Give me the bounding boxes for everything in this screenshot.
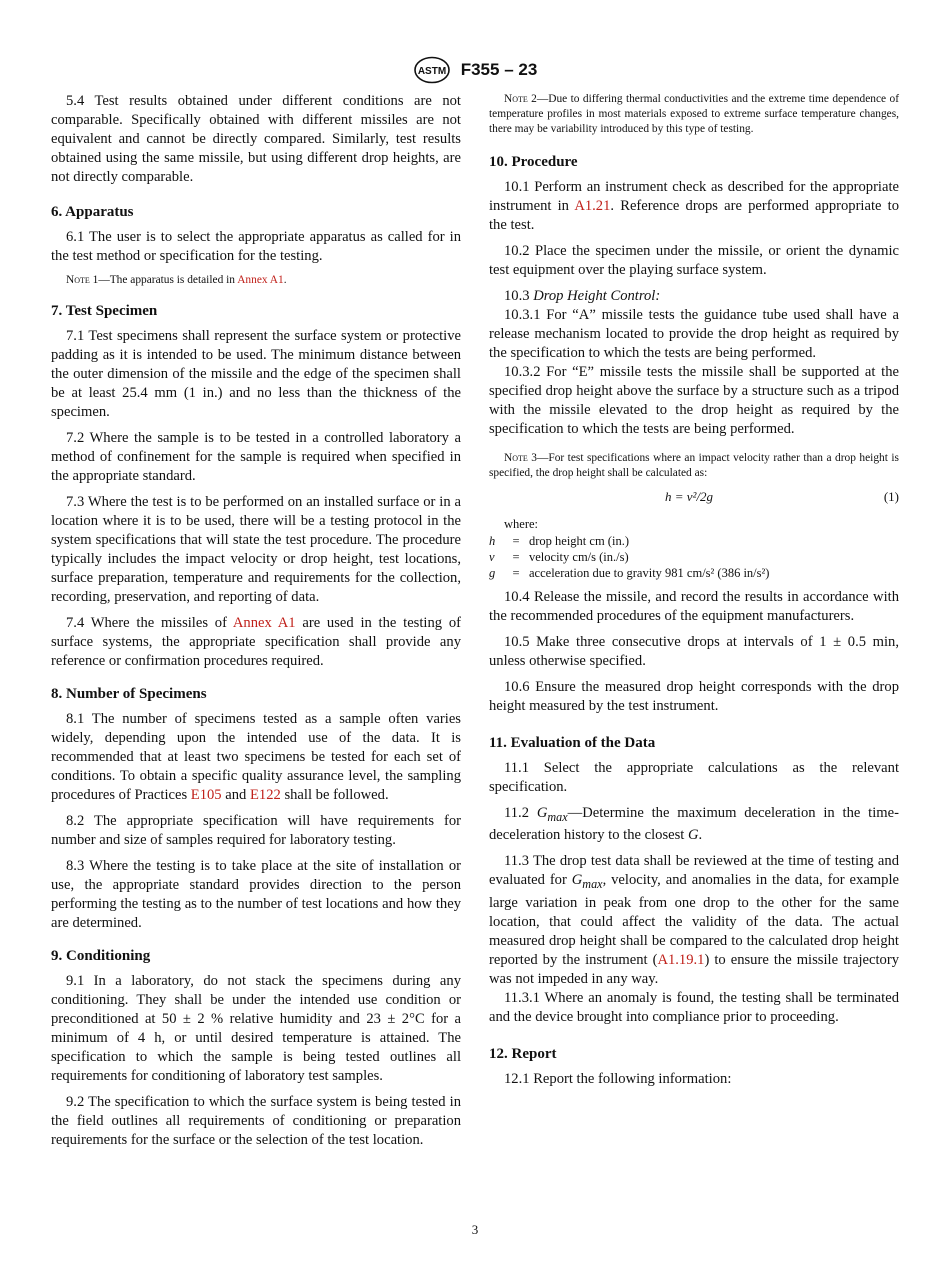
para-10-1: 10.1 Perform an instrument check as described for the appropriate instrument in A1.21. Reference drops are performed appropriate to the test. — [489, 179, 900, 233]
equation-number: (1) — [883, 489, 899, 504]
e122-link[interactable]: E122 — [249, 787, 281, 803]
astm-logo-icon — [413, 56, 451, 84]
equation-1 — [489, 489, 899, 509]
annex-a1-link[interactable]: Annex A1 — [237, 274, 284, 286]
page-number: 3 — [471, 1222, 479, 1237]
para-8-3: 8.3 Where the testing is to take place at the site of installation or use, the appropriate standard provides direction to the person performing the testing as to the number of test locations and how they are determined. — [51, 858, 461, 931]
definition-v: v = velocity cm/s (in./s) — [489, 549, 629, 564]
para-12-1: 12.1 Report the following information: — [504, 1071, 732, 1088]
document-designation: F355 – 23 — [460, 60, 538, 79]
note-2: Note 2—Due to differing thermal conductivities and the extreme time dependence of temperature profiles in most materials exposed to extreme surface temperature changes, there may be variability introduced by this type of testing. — [489, 93, 899, 135]
a1-21-link[interactable]: A1.21 — [574, 198, 611, 214]
a1-19-1-link[interactable]: A1.19.1 — [657, 952, 705, 969]
para-7-1: 7.1 Test specimens shall represent the surface system or protective padding as it is intended to be used. The minimum distance between the outer dimension of the missile and the edge of the specimen shall be at least 25.4 mm (1 in.) and no less than the thickness of the specimen. — [51, 328, 461, 420]
para-6-1: 6.1 The user is to select the appropriate apparatus as called for in the test method or specification for the testing. — [51, 229, 461, 264]
para-10-3: 10.3 Drop Height Control: — [504, 288, 661, 304]
para-10-5: 10.5 Make three consecutive drops at intervals of 1 ± 0.5 min, unless otherwise specified. — [489, 633, 899, 669]
para-10-2: 10.2 Place the specimen under the missile, or orient the dynamic test equipment over the playing surface system. — [489, 243, 899, 278]
para-7-2: 7.2 Where the sample is to be tested in a controlled laboratory a method of confinement for the sample is required when specified in the appropriate standard. — [51, 430, 461, 484]
where-label: where: — [504, 517, 539, 531]
para-8-1: 8.1 The number of specimens tested as a sample often varies widely, depending upon the intended use of the data. It is recommended that at least two specimens be tested for each set of conditions. To obtain a specific quality assurance level, the sampling procedures of Practices E105 and E122 shall be followed. — [51, 711, 461, 803]
section-heading-11: 11. Evaluation of the Data — [489, 734, 656, 751]
section-heading-6: 6. Apparatus — [51, 204, 134, 220]
section-heading-7: 7. Test Specimen — [51, 303, 158, 319]
section-heading-10: 10. Procedure — [489, 154, 578, 170]
equation-formula: h = v²/2g — [665, 489, 714, 504]
para-11-3-1: 11.3.1 Where an anomaly is found, the testing shall be terminated and the device brought into compliance prior to proceeding. — [489, 990, 899, 1026]
note-3: Note 3—For test specifications where an impact velocity rather than a drop height is specified, the drop height shall be calculated as: — [489, 452, 899, 479]
svg-text:ASTM: ASTM — [417, 66, 446, 77]
section-heading-8: 8. Number of Specimens — [51, 686, 207, 702]
para-9-1: 9.1 In a laboratory, do not stack the specimens during any conditioning. They shall be under the intended use condition or preconditioned at 50 ± 2 % relative humidity and 23 ± 2°C for a minimum of 4 h, or until desired temperature is attained. The specification to which the sample is being tested outlines all requirements for conditioning of laboratory test samples. — [51, 973, 461, 1084]
left-column — [51, 92, 461, 1150]
para-9-2: 9.2 The specification to which the surface system is being tested in the field outlines all requirements of conditioning or preparation requirements for the surface or the selection of the test location. — [51, 1094, 461, 1148]
note-1: Note 1—The apparatus is detailed in Annex A1. — [66, 274, 287, 286]
para-10-3-2: 10.3.2 For “E” missile tests the missile shall be supported at the specified drop height above the surface by a structure such as a tripod with the missile elevated to the drop height as required by the specification to which the tests are being performed. — [489, 364, 899, 437]
para-11-3: 11.3 The drop test data shall be reviewed at the time of testing and evaluated for $G_{max}$, velocity, and anomalies in the data, for example large variation in peak from one drop to the other for the same location, that could affect the validity of the data. The actual measured drop height shall be compared to the calculated drop height reported by the instrument (A1.19.1) to ensure the missile trajectory was not impeded in any way. — [489, 853, 899, 988]
para-10-6: 10.6 Ensure the measured drop height corresponds with the drop height measured by the test instrument. — [489, 678, 899, 714]
section-heading-12: 12. Report — [489, 1046, 557, 1063]
definition-h: h = drop height cm (in.) — [489, 533, 629, 548]
para-7-4: 7.4 Where the missiles of Annex A1 are used in the testing of surface systems, the appropriate specification shall provide any reference or confirmation procedures required. — [51, 615, 461, 669]
para-8-2: 8.2 The appropriate specification will have requirements for number and size of samples required for laboratory testing. — [51, 813, 461, 848]
section-heading-9: 9. Conditioning — [51, 948, 151, 964]
annex-a1-link[interactable]: Annex A1 — [232, 615, 296, 631]
para-10-3-1: 10.3.1 For “A” missile tests the guidance tube used shall have a release mechanism located to provide the drop height as required by the specification to which the tests are being performed. — [489, 307, 899, 361]
definition-g: g = acceleration due to gravity 981 cm/s² (386 in/s²) — [489, 565, 770, 580]
para-7-3: 7.3 Where the test is to be performed on an installed surface or in a location where it is to be used, there will be a testing protocol in the system specifications that will state the test procedure. The procedure typically includes the impact velocity or drop height, test locations, surface preparation, temperature and requirements for the collection, recording, preservation, and reporting of data. — [51, 494, 461, 605]
para-11-1: 11.1 Select the appropriate calculations as the relevant specification. — [489, 759, 899, 795]
para-5-4: 5.4 Test results obtained under different conditions are not comparable. Specifically obtained with different missiles are not equivalent and cannot be directly compared. Similarly, test results obtained using the same missile, but using different drop heights, are not directly comparable. — [51, 93, 461, 185]
e105-link[interactable]: E105 — [190, 787, 222, 803]
para-11-2: 11.2 $G_{max}—Determine$ the maximum deceleration in the time-deceleration history to the closest G. — [489, 804, 899, 844]
para-10-4: 10.4 Release the missile, and record the results in accordance with the recommended procedures of the equipment manufacturers. — [489, 588, 899, 624]
page-header — [0, 56, 950, 84]
right-column — [489, 92, 899, 1089]
